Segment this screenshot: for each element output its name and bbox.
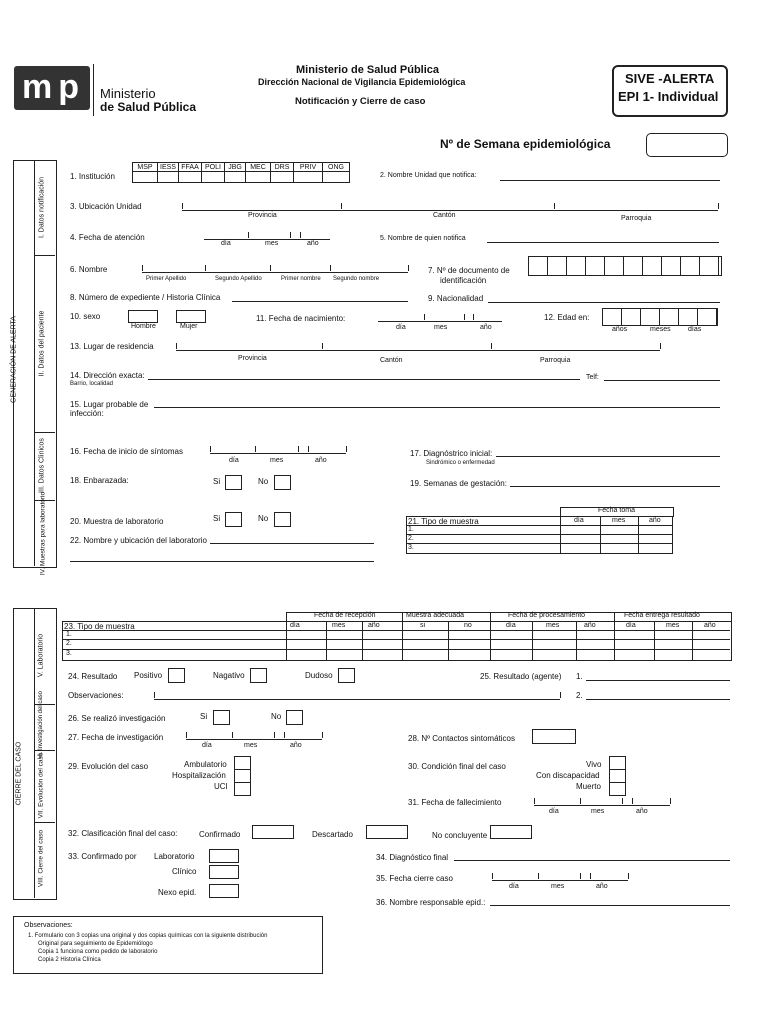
muestra-si-box[interactable] bbox=[225, 512, 242, 527]
label-provincia-3: Provincia bbox=[248, 212, 277, 219]
section-generacion: GENERACIÓN DE ALERTA bbox=[10, 316, 18, 403]
documento-boxes[interactable] bbox=[528, 256, 722, 276]
notes-title: Observaciones: bbox=[24, 922, 73, 929]
section-muestras: IV. Muestras para laboratorio bbox=[39, 491, 47, 576]
resultado-negativo-box[interactable] bbox=[250, 668, 267, 683]
epi-title: EPI 1- Individual bbox=[618, 89, 719, 104]
muestra-no-box[interactable] bbox=[274, 512, 291, 527]
field-16-label: 16. Fecha de inicio de síntomas bbox=[70, 447, 183, 456]
field-3-label: 3. Ubicación Unidad bbox=[70, 202, 142, 211]
field-9-label: 9. Nacionalidad bbox=[428, 294, 484, 303]
inst-drs: DRS bbox=[271, 163, 294, 172]
field-14-label: 14. Dirección exacta: bbox=[70, 371, 145, 380]
section-laboratorio: V. Laboratorio bbox=[37, 633, 45, 678]
field-28-label: 28. Nº Contactos sintomáticos bbox=[408, 734, 515, 743]
field-2-line[interactable] bbox=[500, 180, 720, 181]
confirmado-clinico-box[interactable] bbox=[209, 865, 239, 879]
confirmado-nexo-box[interactable] bbox=[209, 884, 239, 898]
field-2-label: 2. Nombre Unidad que notifica: bbox=[380, 172, 477, 179]
field-31-label: 31. Fecha de fallecimiento bbox=[408, 798, 502, 807]
field-22-label: 22. Nombre y ubicación del laboratorio bbox=[70, 536, 207, 545]
section-datos-notificacion: I. Datos notificación bbox=[38, 176, 46, 239]
inst-iess: IESS bbox=[158, 163, 179, 172]
semana-label: Nº de Semana epidemiológica bbox=[440, 137, 611, 151]
field-23-label: 23. Tipo de muestra bbox=[64, 622, 135, 631]
inst-jbg: JBG bbox=[225, 163, 246, 172]
sive-title: SIVE -ALERTA bbox=[625, 71, 715, 86]
field-29-label: 29. Evolución del caso bbox=[68, 762, 149, 771]
descartado-box[interactable] bbox=[366, 825, 408, 839]
investigacion-no-box[interactable] bbox=[286, 710, 303, 725]
field-26-label: 26. Se realizó investigación bbox=[68, 714, 166, 723]
evolucion-boxes[interactable] bbox=[234, 756, 251, 796]
observaciones-label: Observaciones: bbox=[68, 691, 124, 700]
field-34-label: 34. Diagnóstico final bbox=[376, 853, 449, 862]
sexo-hombre-box[interactable] bbox=[128, 310, 158, 323]
field-24-label: 24. Resultado bbox=[68, 672, 118, 681]
logo-divider bbox=[93, 64, 94, 116]
inst-mec: MEC bbox=[246, 163, 271, 172]
laboratorio-table: Fecha de recepción Muestra adecuada Fecha de procesamiento Fecha entrega resultado 23. Tipo de muestra día mes año si no día mes año día mes año 1. 2. 3. bbox=[62, 612, 730, 660]
ministry-line1: Ministerio bbox=[100, 86, 156, 101]
field-27-label: 27. Fecha de investigación bbox=[68, 733, 164, 742]
telf-label: Telf: bbox=[586, 374, 599, 381]
label-canton-3: Cantón bbox=[433, 212, 456, 219]
contactos-input[interactable] bbox=[532, 729, 576, 744]
field-30-label: 30. Condición final del caso bbox=[408, 762, 506, 771]
field-19-label: 19. Semanas de gestación: bbox=[410, 479, 507, 488]
embarazada-no-box[interactable] bbox=[274, 475, 291, 490]
alerta-frame bbox=[10, 160, 57, 568]
field-35-label: 35. Fecha cierre caso bbox=[376, 874, 453, 883]
title-notificacion: Notificación y Cierre de caso bbox=[295, 96, 426, 107]
field-18-label: 18. Enbarazada: bbox=[70, 476, 129, 485]
investigacion-si-box[interactable] bbox=[213, 710, 230, 725]
field-12-label: 12. Edad en: bbox=[544, 313, 590, 322]
field-17-label: 17. Diagnóstrico inicial: bbox=[410, 449, 493, 458]
confirmado-box[interactable] bbox=[252, 825, 294, 839]
section-datos-clinicos: III. Datos Clínicos bbox=[38, 438, 46, 493]
field-6-label: 6. Nombre bbox=[70, 265, 108, 274]
inst-poli: POLI bbox=[202, 163, 225, 172]
field-7-label: 7. Nº de documento de bbox=[428, 266, 510, 275]
edad-boxes[interactable] bbox=[602, 308, 718, 326]
field-33-label: 33. Confirmado por bbox=[68, 852, 137, 861]
inst-msp: MSP bbox=[133, 163, 158, 172]
field-21-label: 21. Tipo de muestra bbox=[408, 517, 479, 526]
semana-input[interactable] bbox=[646, 133, 728, 157]
field-5-label: 5. Nombre de quien notifica bbox=[380, 235, 466, 242]
ministry-line2: de Salud Pública bbox=[100, 100, 197, 114]
title-direccion: Dirección Nacional de Vigilancia Epidemiológica bbox=[258, 77, 466, 87]
section-cierre: CIERRE DEL CASO bbox=[15, 741, 23, 806]
field-13-label: 13. Lugar de residencia bbox=[70, 342, 154, 351]
no-concluyente-box[interactable] bbox=[490, 825, 532, 839]
embarazada-si-box[interactable] bbox=[225, 475, 242, 490]
section-evolucion: VII. Evolución del caso bbox=[37, 752, 45, 819]
field-4-label: 4. Fecha de atención bbox=[70, 233, 145, 242]
field-15-label: 15. Lugar probable de bbox=[70, 400, 149, 409]
field-11-label: 11. Fecha de nacimiento: bbox=[256, 314, 346, 323]
inst-ong: ONG bbox=[323, 163, 350, 172]
title-ministerio: Ministerio de Salud Pública bbox=[296, 64, 440, 76]
field-1-label: 1. Institución bbox=[70, 172, 115, 181]
field-36-label: 36. Nombre responsable epid.: bbox=[376, 898, 486, 907]
field-8-label: 8. Número de expediente / Historia Clínica bbox=[70, 293, 221, 302]
section-datos-paciente: II. Datos del paciente bbox=[38, 310, 46, 377]
resultado-dudoso-box[interactable] bbox=[338, 668, 355, 683]
field-25-label: 25. Resultado (agente) bbox=[480, 672, 562, 681]
inst-ffaa: FFAA bbox=[179, 163, 202, 172]
label-parroquia-3: Parroquia bbox=[621, 215, 652, 222]
sexo-mujer-box[interactable] bbox=[176, 310, 206, 323]
field-3-line[interactable] bbox=[182, 210, 718, 211]
field-32-label: 32. Clasificación final del caso: bbox=[68, 829, 178, 838]
institucion-grid bbox=[132, 162, 350, 183]
section-investigacion: VI. Investigación del caso bbox=[38, 690, 44, 760]
section-cierre-caso: VIII. Cierre del caso bbox=[37, 829, 45, 888]
condicion-boxes[interactable] bbox=[609, 756, 626, 796]
logo-text: mp bbox=[22, 68, 85, 106]
inst-priv: PRIV bbox=[294, 163, 323, 172]
confirmado-lab-box[interactable] bbox=[209, 849, 239, 863]
field-20-label: 20. Muestra de laboratorio bbox=[70, 517, 164, 526]
resultado-positivo-box[interactable] bbox=[168, 668, 185, 683]
field-10-label: 10. sexo bbox=[70, 312, 101, 321]
tipo-muestra-table: Fecha toma 21. Tipo de muestra día mes año 1. 2. 3. bbox=[406, 507, 672, 553]
